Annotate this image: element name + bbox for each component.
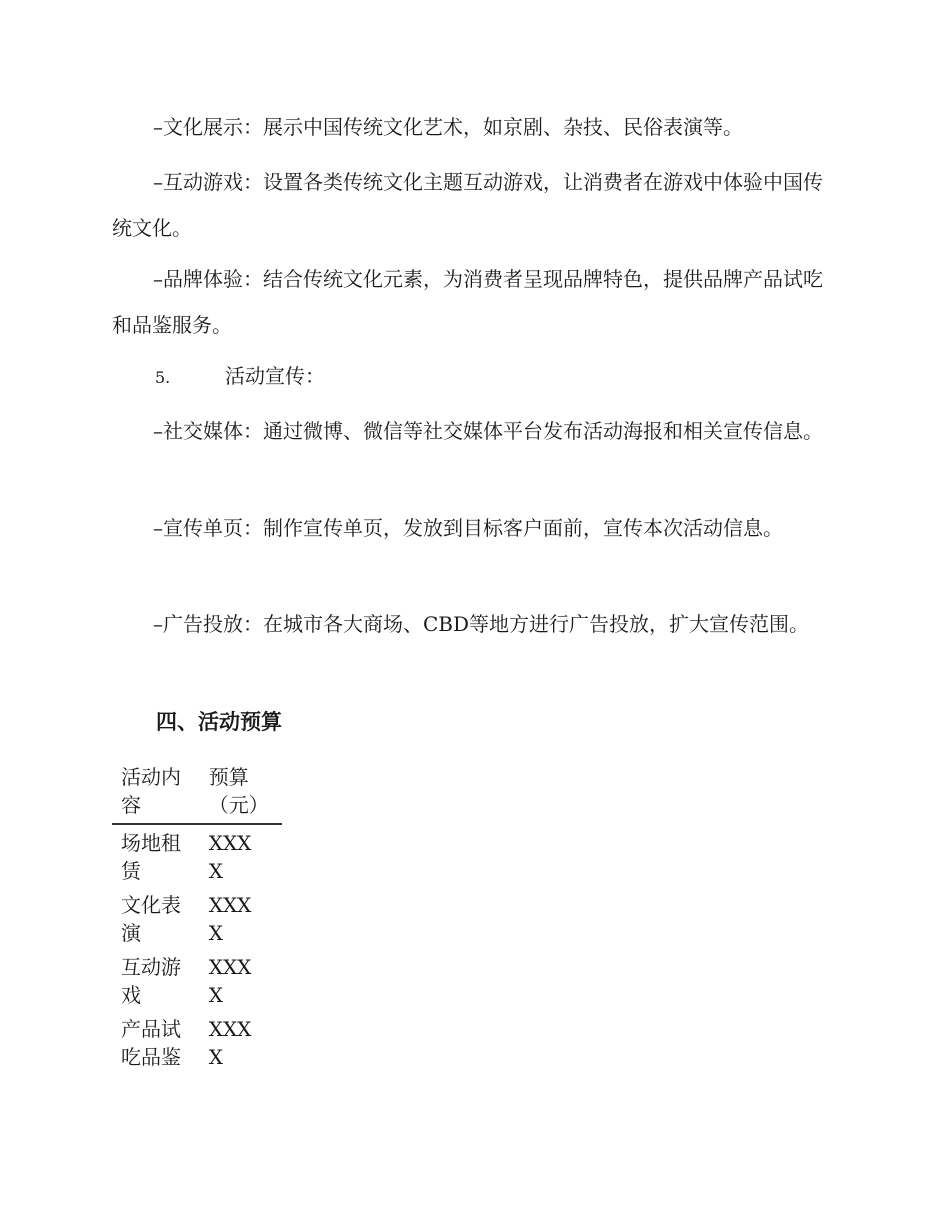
table-row	[112, 949, 282, 1011]
paragraph-brand-experience: –品牌体验：结合传统文化元素，为消费者呈现品牌特色，提供品牌产品试吃和品鉴服务。	[112, 267, 823, 337]
table-header-cell: 活动内容	[112, 763, 195, 824]
table-row	[112, 1011, 282, 1073]
paragraph-social-media: –社交媒体：通过微博、微信等社交媒体平台发布活动海报和相关宣传信息。	[153, 419, 823, 443]
table-cell: 文化表演	[121, 893, 181, 945]
budget-table	[112, 763, 282, 1073]
table-row	[112, 824, 282, 887]
table-row	[112, 887, 282, 949]
table-header-cell: 预算（元）	[195, 763, 282, 824]
section-heading-budget: 四、活动预算	[156, 709, 282, 734]
paragraph-culture-display: –文化展示：展示中国传统文化艺术，如京剧、杂技、民俗表演等。	[153, 115, 743, 139]
table-header-row	[112, 763, 282, 824]
table-cell: XXXX	[208, 831, 252, 883]
table-cell: 互动游戏	[121, 955, 181, 1007]
table-cell: 产品试吃品鉴	[121, 1017, 181, 1069]
list-number: 5.	[155, 368, 171, 387]
paragraph-flyers: –宣传单页：制作宣传单页，发放到目标客户面前，宣传本次活动信息。	[153, 516, 783, 540]
table-cell: XXXX	[208, 1017, 252, 1069]
paragraph-interactive-games: –互动游戏：设置各类传统文化主题互动游戏，让消费者在游戏中体验中国传统文化。	[112, 170, 823, 240]
paragraph-advertising: –广告投放：在城市各大商场、CBD等地方进行广告投放，扩大宣传范围。	[153, 612, 810, 636]
table-cell: XXXX	[208, 955, 252, 1007]
table-cell: XXXX	[208, 893, 252, 945]
list-label: 活动宣传：	[225, 364, 325, 388]
table-cell: 场地租赁	[121, 831, 181, 883]
list-item-promotion	[155, 361, 325, 393]
